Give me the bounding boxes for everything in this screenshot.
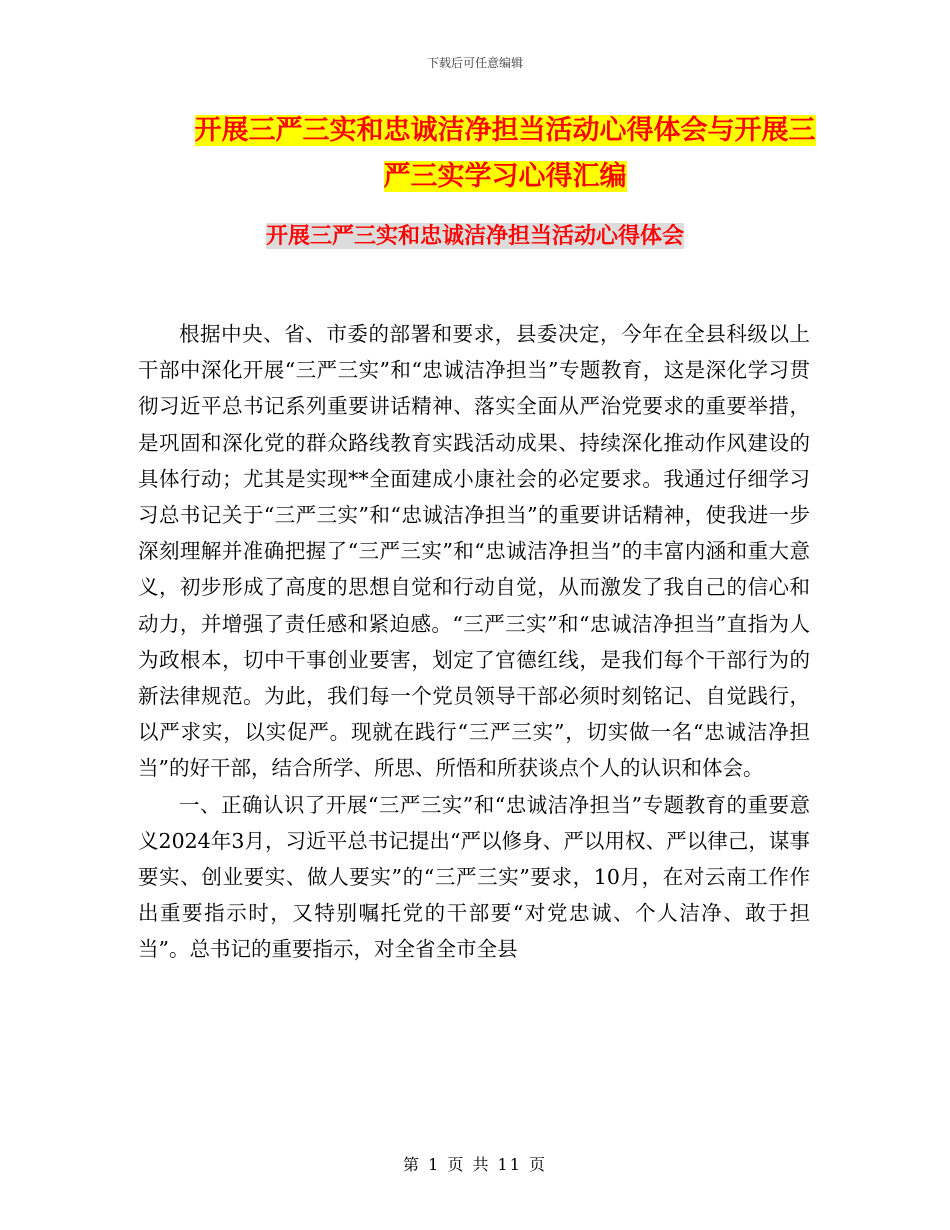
header-note: 下载后可任意编辑: [426, 56, 523, 70]
main-title-text: 开展三严三实和忠诚洁净担当活动心得体会与开展三严三实学习心得汇编: [194, 115, 816, 192]
document-body: [138, 316, 810, 968]
paragraph: 一、正确认识了开展“三严三实”和“忠诚洁净担当”专题教育的重要意义2024年3月，习近平总书记提出“严以修身、严以用权、严以律己，谋事要实、创业要实、做人要实”的“三严三实”要求，10月，在对云南工作作出重要指示时，又特别嘱托党的干部要“对党忠诚、个人洁净、敢于担当”。总书记的重要指示，对全省全市全县: [138, 792, 810, 962]
section-title: [0, 218, 950, 254]
paragraph: 根据中央、省、市委的部署和要求，县委决定，今年在全县科级以上干部中深化开展“三严三实”和“忠诚洁净担当”专题教育，这是深化学习贯彻习近平总书记系列重要讲话精神、落实全面从严治党要求的重要举措，是巩固和深化党的群众路线教育实践活动成果、持续深化推动作风建设的具体行动；尤其是实现**全面建成小康社会的必定要求。我通过仔细学习习总书记关于“三严三实”和“忠诚洁净担当”的重要讲话精神，使我进一步深刻理解并准确把握了“三严三实”和“忠诚洁净担当”的丰富内涵和重大意义，初步形成了高度的思想自觉和行动自觉，从而激发了我自己的信心和动力，并增强了责任感和紧迫感。“三严三实”和“忠诚洁净担当”直指为人为政根本，切中干事创业要害，划定了官德红线，是我们每个干部行为的新法律规范。为此，我们每一个党员领导干部必须时刻铭记、自觉践行，以严求实，以实促严。现就在践行“三严三实”，切实做一名“忠诚洁净担当”的好干部，结合所学、所思、所悟和所获谈点个人的认识和体会。: [138, 322, 810, 781]
page-number-footer: 第 1 页 共 11 页: [403, 1155, 547, 1174]
document-main-title: [185, 108, 825, 200]
section-title-text: 开展三严三实和忠诚洁净担当活动心得体会: [265, 223, 684, 249]
